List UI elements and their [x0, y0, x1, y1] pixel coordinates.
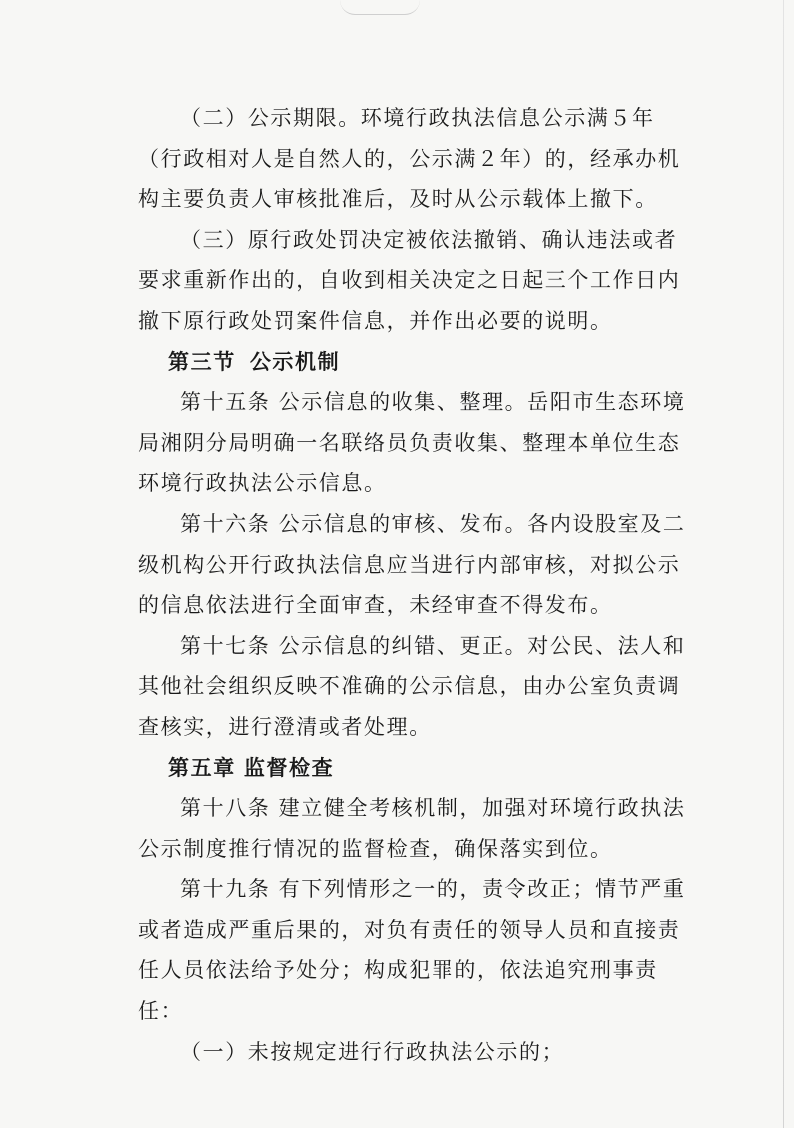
article-19-item-1: （一）未按规定进行行政执法公示的；	[180, 1039, 565, 1064]
document-body	[138, 98, 694, 1072]
article-16: 第十六条 公示信息的审核、发布。各内设股室及二级机构公开行政执法信息应当进行内部审核，对拟公示的信息依法进行全面审查，未经审查不得发布。	[138, 511, 686, 618]
article-17: 第十七条 公示信息的纠错、更正。对公民、法人和其他社会组织反映不准确的公示信息，由办公室负责调查核实，进行澄清或者处理。	[138, 633, 686, 739]
section-heading-mechanism	[138, 342, 694, 383]
page-edge-line	[783, 0, 784, 1128]
paragraph-revoked-penalty: （三）原行政处罚决定被依法撤销、确认违法或者要求重新作出的，自收到相关决定之日起三个工作日内撤下原行政处罚案件信息，并作出必要的说明。	[138, 227, 681, 333]
scan-edge-mark	[340, 0, 420, 15]
chapter-number: 第五章	[168, 755, 236, 780]
section-title: 公示机制	[249, 349, 341, 374]
article-15: 第十五条 公示信息的收集、整理。岳阳市生态环境局湘阴分局明确一名联络员负责收集、整理本单位生态环境行政执法公示信息。	[138, 390, 686, 496]
chapter-heading-supervision	[138, 748, 694, 789]
section-number: 第三节	[168, 349, 236, 374]
chapter-title: 监督检查	[243, 755, 335, 780]
paragraph-disclosure-period: （二）公示期限。环境行政执法信息公示满５年（行政相对人是自然人的，公示满２年）的，经承办机构主要负责人审核批准后，及时从公示载体上撤下。	[138, 106, 681, 212]
article-19: 第十九条 有下列情形之一的，责令改正；情节严重或者造成严重后果的，对负有责任的领导人员和直接责任人员依法给予处分；构成犯罪的，依法追究刑事责任：	[138, 877, 686, 1024]
article-18: 第十八条 建立健全考核机制，加强对环境行政执法公示制度推行情况的监督检查，确保落实到位。	[138, 796, 686, 861]
